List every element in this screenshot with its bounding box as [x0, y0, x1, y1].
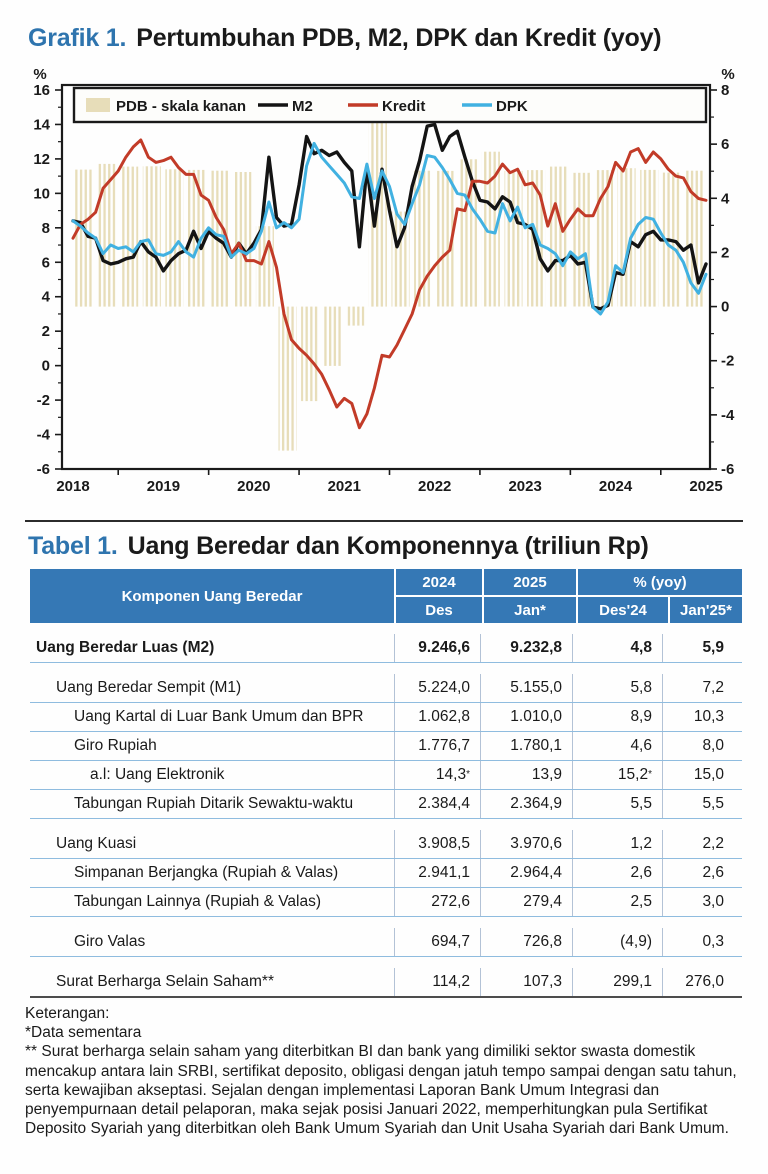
row-value: 14,3 *: [394, 761, 480, 789]
x-axis: [56, 469, 722, 495]
svg-text:6: 6: [721, 136, 730, 154]
svg-text:-4: -4: [721, 406, 735, 424]
table-row: [30, 790, 742, 819]
header-2024: 2024: [396, 569, 482, 595]
section-divider: [25, 520, 743, 522]
table-row: [30, 888, 742, 917]
table-row: [30, 917, 742, 957]
svg-text:Kredit: Kredit: [382, 98, 426, 115]
row-value: 2.941,1: [394, 859, 480, 887]
row-value: 9.246,6: [394, 634, 480, 662]
svg-text:2018: 2018: [56, 478, 90, 495]
chart-title-text: Pertumbuhan PDB, M2, DPK dan Kredit (yoy): [136, 24, 662, 52]
pdb-bars: [75, 115, 703, 450]
row-value: 272,6: [394, 888, 480, 916]
table-row: [30, 623, 742, 663]
svg-text:2: 2: [721, 244, 730, 262]
row-value: 2,6: [662, 859, 734, 887]
row-value: 2.364,9: [480, 790, 572, 818]
row-value: 4,6: [572, 732, 662, 760]
row-value: 5,8: [572, 674, 662, 702]
table-row: [30, 761, 742, 790]
row-value: 5,5: [572, 790, 662, 818]
svg-text:14: 14: [33, 116, 50, 134]
header-component: Komponen Uang Beredar: [30, 569, 394, 623]
right-axis: [710, 82, 735, 478]
row-value: 694,7: [394, 928, 480, 956]
row-value: 1.776,7: [394, 732, 480, 760]
growth-chart: [0, 57, 768, 505]
row-value: 13,9: [480, 761, 572, 789]
row-value: (4,9): [572, 928, 662, 956]
row-value: 2,5: [572, 888, 662, 916]
row-value: 3,0: [662, 888, 734, 916]
header-jan: Jan*: [484, 597, 576, 623]
table-row: [30, 732, 742, 761]
svg-text:4: 4: [41, 288, 50, 306]
row-label: Uang Beredar Luas (M2): [36, 639, 215, 656]
svg-text:DPK: DPK: [496, 98, 528, 115]
svg-text:8: 8: [41, 219, 50, 237]
row-value: 4,8: [572, 634, 662, 662]
svg-text:12: 12: [33, 150, 50, 168]
svg-text:M2: M2: [292, 98, 313, 115]
row-value: 1,2: [572, 830, 662, 858]
table-title: [28, 532, 768, 561]
row-value: 2,6: [572, 859, 662, 887]
row-value: 0,3: [662, 928, 734, 956]
footnote-heading: Keterangan:: [25, 1005, 110, 1022]
row-label: a.l: Uang Elektronik: [90, 766, 225, 783]
header-des: Des: [396, 597, 482, 623]
right-axis-unit: %: [721, 66, 735, 83]
header-yoy: % (yoy): [578, 569, 742, 595]
row-value: 9.232,8: [480, 634, 572, 662]
left-axis-unit: %: [33, 66, 47, 83]
svg-text:8: 8: [721, 82, 730, 99]
table-row: [30, 663, 742, 703]
svg-text:0: 0: [721, 298, 730, 316]
table-row: [30, 859, 742, 888]
table-number-label: Tabel 1.: [28, 532, 118, 560]
chart-legend: [74, 88, 706, 122]
svg-text:0: 0: [41, 357, 50, 375]
svg-text:2022: 2022: [418, 478, 452, 495]
table-row: [30, 703, 742, 732]
row-value: 5.155,0: [480, 674, 572, 702]
row-label: Uang Kuasi: [56, 835, 137, 852]
header-2025: 2025: [484, 569, 576, 595]
svg-text:2020: 2020: [237, 478, 271, 495]
svg-text:PDB - skala kanan: PDB - skala kanan: [116, 98, 247, 115]
row-value: 107,3: [480, 968, 572, 996]
svg-text:2019: 2019: [146, 478, 181, 495]
row-value: 8,0: [662, 732, 734, 760]
row-value: 8,9: [572, 703, 662, 731]
row-value: 1.780,1: [480, 732, 572, 760]
row-label: Giro Valas: [74, 933, 146, 950]
svg-text:-6: -6: [36, 461, 50, 478]
left-axis: [33, 82, 62, 478]
legend-swatch-pdb: [86, 98, 110, 112]
svg-text:2: 2: [41, 323, 50, 341]
row-value: 5.224,0: [394, 674, 480, 702]
chart-title: [28, 24, 768, 53]
row-value: 5,9: [662, 634, 734, 662]
row-value: 3.908,5: [394, 830, 480, 858]
row-value: 1.010,0: [480, 703, 572, 731]
table-row: [30, 957, 742, 998]
svg-text:2024: 2024: [598, 478, 633, 495]
row-value: 2,2: [662, 830, 734, 858]
footnotes: [25, 1004, 743, 1139]
svg-text:6: 6: [41, 254, 50, 272]
footnote-provisional: *Data sementara: [25, 1024, 142, 1042]
row-value: 3.970,6: [480, 830, 572, 858]
svg-text:-2: -2: [721, 352, 735, 370]
table-body: [30, 623, 742, 998]
row-label: Tabungan Rupiah Ditarik Sewaktu-waktu: [74, 795, 354, 812]
svg-text:-6: -6: [721, 461, 735, 478]
row-value: 15,0: [662, 761, 734, 789]
row-value: 15,2 *: [572, 761, 662, 789]
chart-number-label: Grafik 1.: [28, 24, 127, 52]
svg-text:2025: 2025: [689, 478, 723, 495]
row-value: 2.384,4: [394, 790, 480, 818]
row-value: 10,3: [662, 703, 734, 731]
row-value: 114,2: [394, 968, 480, 996]
svg-text:2021: 2021: [327, 478, 361, 495]
money-supply-table: [30, 569, 742, 998]
svg-text:16: 16: [33, 82, 50, 99]
row-label: Uang Beredar Sempit (M1): [56, 679, 242, 696]
header-des24: Des'24: [578, 597, 668, 623]
svg-text:2023: 2023: [508, 478, 542, 495]
row-value: 299,1: [572, 968, 662, 996]
row-label: Surat Berharga Selain Saham**: [56, 973, 274, 990]
row-value: 1.062,8: [394, 703, 480, 731]
row-label: Simpanan Berjangka (Rupiah & Valas): [74, 864, 339, 881]
row-label: Uang Kartal di Luar Bank Umum dan BPR: [74, 708, 364, 725]
row-label: Giro Rupiah: [74, 737, 157, 754]
table-title-text: Uang Beredar dan Komponennya (triliun Rp): [127, 532, 649, 560]
row-value: 2.964,4: [480, 859, 572, 887]
row-value: 5,5: [662, 790, 734, 818]
svg-text:10: 10: [33, 185, 50, 203]
svg-text:-4: -4: [36, 426, 50, 444]
row-value: 726,8: [480, 928, 572, 956]
footnote-securities: ** Surat berharga selain saham yang diterbitkan BI dan bank yang dimiliki sektor swasta domestik mencakup antara lain SRBI, sertifikat deposito, obligasi dengan jatuh tempo sampai dengan satu tahun, serta kewajiban akseptasi. Sejalan dengan implementasi Laporan Bank Umum Integrasi dan penyempurnaan detail pelaporan, maka sejak posisi Januari 2022, memperhitungkan pula Sertifikat Deposito Syariah yang diterbitkan oleh Bank Umum Syariah dan Unit Usaha Syariah dari Bank Umum.: [25, 1043, 737, 1138]
svg-text:-2: -2: [36, 392, 50, 410]
table-header: [30, 569, 742, 623]
header-jan25: Jan'25*: [670, 597, 742, 623]
table-row: [30, 819, 742, 859]
row-label: Tabungan Lainnya (Rupiah & Valas): [74, 893, 322, 910]
row-value: 279,4: [480, 888, 572, 916]
row-value: 276,0: [662, 968, 734, 996]
row-value: 7,2: [662, 674, 734, 702]
svg-text:4: 4: [721, 190, 730, 208]
